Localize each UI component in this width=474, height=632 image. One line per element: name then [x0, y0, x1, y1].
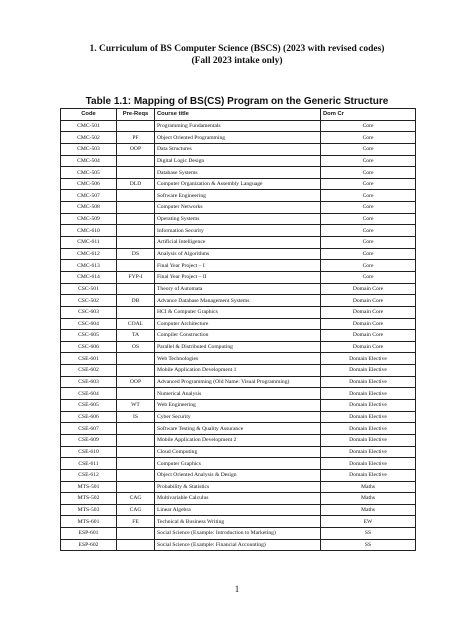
course-title-cell: Advance Database Management Systems [155, 295, 321, 307]
course-code-cell: CSE-602 [61, 365, 117, 377]
domain-cell: SS [321, 528, 416, 540]
header-course-title: Course title [155, 109, 321, 121]
course-code-cell: CSE-609 [61, 434, 117, 446]
domain-cell: Core [321, 155, 416, 167]
prereq-cell: PF [117, 132, 155, 144]
course-title-cell: Web Engineering [155, 400, 321, 412]
domain-cell: Domain Core [321, 295, 416, 307]
domain-cell: Domain Elective [321, 388, 416, 400]
domain-cell: Domain Core [321, 306, 416, 318]
prereq-cell [117, 423, 155, 435]
course-code-cell: CSC-604 [61, 318, 117, 330]
table-row [61, 353, 416, 365]
page-number: 1 [234, 584, 240, 594]
prereq-cell [117, 190, 155, 202]
course-code-cell: CMC-503 [61, 143, 117, 155]
table-row [61, 213, 416, 225]
domain-cell: Core [321, 132, 416, 144]
course-code-cell: CMC-508 [61, 202, 117, 214]
course-title-cell: Social Science (Example: Financial Accounting) [155, 539, 321, 551]
course-code-cell: CMC-610 [61, 225, 117, 237]
prereq-cell [117, 213, 155, 225]
table-row [61, 190, 416, 202]
domain-cell: Domain Core [321, 318, 416, 330]
prereq-cell: OS [117, 341, 155, 353]
prereq-cell [117, 481, 155, 493]
prereq-cell [117, 469, 155, 481]
prereq-cell: OOP [117, 376, 155, 388]
course-code-cell: CMC-506 [61, 178, 117, 190]
course-title-cell: Mobile Application Development 2 [155, 434, 321, 446]
table-row [61, 388, 416, 400]
course-title-cell: Social Science (Example: Introduction to Marketing) [155, 528, 321, 540]
table-row [61, 225, 416, 237]
course-title-cell: Digital Logic Design [155, 155, 321, 167]
prereq-cell [117, 120, 155, 132]
domain-cell: Domain Elective [321, 376, 416, 388]
table-row [61, 260, 416, 272]
table-row [61, 330, 416, 342]
course-title-cell: Web Technologies [155, 353, 321, 365]
domain-cell: Core [321, 167, 416, 179]
course-code-cell: MTS-601 [61, 516, 117, 528]
table-row [61, 376, 416, 388]
prereq-cell [117, 458, 155, 470]
domain-cell: Domain Elective [321, 434, 416, 446]
table-row [61, 202, 416, 214]
domain-cell: Domain Elective [321, 446, 416, 458]
prereq-cell [117, 237, 155, 249]
course-code-cell: CMC-505 [61, 167, 117, 179]
table-row [61, 516, 416, 528]
course-title-cell: Artificial Intelligence [155, 237, 321, 249]
domain-cell: Domain Elective [321, 400, 416, 412]
domain-cell: Domain Core [321, 330, 416, 342]
course-code-cell: CSE-607 [61, 423, 117, 435]
course-title-cell: HCI & Computer Graphics [155, 306, 321, 318]
table-row [61, 341, 416, 353]
course-title-cell: Object Oriented Analysis & Design [155, 469, 321, 481]
course-code-cell: MTS-501 [61, 481, 117, 493]
header-prereq: Pre-Reqs [117, 109, 155, 121]
domain-cell: Core [321, 143, 416, 155]
domain-cell: EW [321, 516, 416, 528]
course-code-cell: CMC-611 [61, 237, 117, 249]
table-row [61, 178, 416, 190]
course-title-cell: Operating Systems [155, 213, 321, 225]
domain-cell: Domain Core [321, 283, 416, 295]
table-row [61, 493, 416, 505]
course-code-cell: CMC-614 [61, 271, 117, 283]
prereq-cell: CAG [117, 493, 155, 505]
course-code-cell: MTS-502 [61, 493, 117, 505]
domain-cell: Domain Core [321, 341, 416, 353]
course-title-cell: Software Testing & Quality Assurance [155, 423, 321, 435]
course-title-cell: Technical & Business Writing [155, 516, 321, 528]
domain-cell: Core [321, 248, 416, 260]
table-row [61, 120, 416, 132]
course-title-cell: Final Year Project – I [155, 260, 321, 272]
course-code-cell: CMC-612 [61, 248, 117, 260]
course-title-cell: Probability & Statistics [155, 481, 321, 493]
course-code-cell: CSE-612 [61, 469, 117, 481]
domain-cell: Domain Elective [321, 469, 416, 481]
table-row [61, 504, 416, 516]
prereq-cell: OOP [117, 143, 155, 155]
table-row [61, 539, 416, 551]
course-code-cell: CMC-509 [61, 213, 117, 225]
course-code-cell: CSE-606 [61, 411, 117, 423]
table-row [61, 481, 416, 493]
course-code-cell: CSC-501 [61, 283, 117, 295]
table-row [61, 446, 416, 458]
course-code-cell: CMC-613 [61, 260, 117, 272]
course-title-cell: Software Engineering [155, 190, 321, 202]
header-code: Code [61, 109, 117, 121]
prereq-cell: IS [117, 411, 155, 423]
course-code-cell: CSC-606 [61, 341, 117, 353]
course-code-cell: CSC-502 [61, 295, 117, 307]
table-row [61, 237, 416, 249]
course-title-cell: Cyber Security [155, 411, 321, 423]
course-code-cell: CSE-603 [61, 376, 117, 388]
header-domain: Dom Cr [321, 109, 416, 121]
prereq-cell: FYP-I [117, 271, 155, 283]
table-row [61, 295, 416, 307]
course-title-cell: Computer Architecture [155, 318, 321, 330]
table-row [61, 306, 416, 318]
table-row [61, 143, 416, 155]
table-row [61, 469, 416, 481]
table-header-row [61, 109, 416, 121]
domain-cell: Domain Elective [321, 458, 416, 470]
domain-cell: Maths [321, 481, 416, 493]
domain-cell: Core [321, 260, 416, 272]
course-title-cell: Object Oriented Programming [155, 132, 321, 144]
course-title-cell: Computer Graphics [155, 458, 321, 470]
table-row [61, 248, 416, 260]
course-title-cell: Database Systems [155, 167, 321, 179]
prereq-cell [117, 528, 155, 540]
domain-cell: Domain Elective [321, 411, 416, 423]
course-title-cell: Linear Algebra [155, 504, 321, 516]
domain-cell: Core [321, 178, 416, 190]
table-row [61, 283, 416, 295]
course-title-cell: Advanced Programming (Old Name: Visual Programming) [155, 376, 321, 388]
prereq-cell [117, 202, 155, 214]
course-code-cell: CSE-610 [61, 446, 117, 458]
course-code-cell: CSC-603 [61, 306, 117, 318]
domain-cell: Domain Elective [321, 423, 416, 435]
course-title-cell: Numerical Analysis [155, 388, 321, 400]
domain-cell: SS [321, 539, 416, 551]
prereq-cell [117, 539, 155, 551]
prereq-cell [117, 225, 155, 237]
domain-cell: Core [321, 213, 416, 225]
course-code-cell: CSC-605 [61, 330, 117, 342]
course-title-cell: Cloud Computing [155, 446, 321, 458]
prereq-cell: COAL [117, 318, 155, 330]
domain-cell: Maths [321, 493, 416, 505]
domain-cell: Core [321, 225, 416, 237]
course-code-cell: CMC-504 [61, 155, 117, 167]
curriculum-table [60, 108, 416, 551]
course-code-cell: CMC-507 [61, 190, 117, 202]
table-caption: Table 1.1: Mapping of BS(CS) Program on the Generic Structure [85, 96, 389, 107]
prereq-cell: TA [117, 330, 155, 342]
domain-cell: Core [321, 190, 416, 202]
course-code-cell: CSE-605 [61, 400, 117, 412]
course-title-cell: Data Structures [155, 143, 321, 155]
table-body [61, 120, 416, 551]
course-title-cell: Analysis of Algorithms [155, 248, 321, 260]
course-title-cell: Theory of Automata [155, 283, 321, 295]
table-row [61, 132, 416, 144]
table-row [61, 528, 416, 540]
prereq-cell [117, 434, 155, 446]
prereq-cell [117, 155, 155, 167]
table-row [61, 458, 416, 470]
prereq-cell [117, 260, 155, 272]
course-title-cell: Parallel & Distributed Computing [155, 341, 321, 353]
course-code-cell: CSE-611 [61, 458, 117, 470]
prereq-cell: CAG [117, 504, 155, 516]
course-title-cell: Compiler Construction [155, 330, 321, 342]
domain-cell: Core [321, 120, 416, 132]
prereq-cell [117, 365, 155, 377]
prereq-cell [117, 167, 155, 179]
prereq-cell [117, 306, 155, 318]
prereq-cell [117, 446, 155, 458]
table-row [61, 400, 416, 412]
domain-cell: Core [321, 271, 416, 283]
domain-cell: Domain Elective [321, 353, 416, 365]
table-row [61, 155, 416, 167]
course-code-cell: CSE-604 [61, 388, 117, 400]
table-row [61, 423, 416, 435]
course-code-cell: CMC-502 [61, 132, 117, 144]
prereq-cell: DB [117, 295, 155, 307]
course-title-cell: Computer Organization & Assembly Language [155, 178, 321, 190]
document-heading: 1. Curriculum of BS Computer Science (BSCS) (2023 with revised codes) [89, 44, 385, 54]
course-code-cell: MTS-503 [61, 504, 117, 516]
prereq-cell [117, 283, 155, 295]
domain-cell: Maths [321, 504, 416, 516]
course-title-cell: Programming Fundamentals [155, 120, 321, 132]
table-row [61, 167, 416, 179]
table-row [61, 411, 416, 423]
course-title-cell: Information Security [155, 225, 321, 237]
course-title-cell: Final Year Project – II [155, 271, 321, 283]
course-code-cell: CMC-501 [61, 120, 117, 132]
course-title-cell: Mobile Application Development 1 [155, 365, 321, 377]
prereq-cell: WT [117, 400, 155, 412]
prereq-cell: DLD [117, 178, 155, 190]
course-title-cell: Computer Networks [155, 202, 321, 214]
course-code-cell: ESP-601 [61, 528, 117, 540]
prereq-cell: DS [117, 248, 155, 260]
table-row [61, 434, 416, 446]
prereq-cell: FE [117, 516, 155, 528]
domain-cell: Core [321, 202, 416, 214]
course-title-cell: Multivariable Calculus [155, 493, 321, 505]
prereq-cell [117, 388, 155, 400]
table-row [61, 271, 416, 283]
course-code-cell: ESP-602 [61, 539, 117, 551]
table-row [61, 365, 416, 377]
course-code-cell: CSE-601 [61, 353, 117, 365]
domain-cell: Core [321, 237, 416, 249]
table-row [61, 318, 416, 330]
document-subheading: (Fall 2023 intake only) [191, 56, 283, 66]
prereq-cell [117, 353, 155, 365]
domain-cell: Domain Elective [321, 365, 416, 377]
